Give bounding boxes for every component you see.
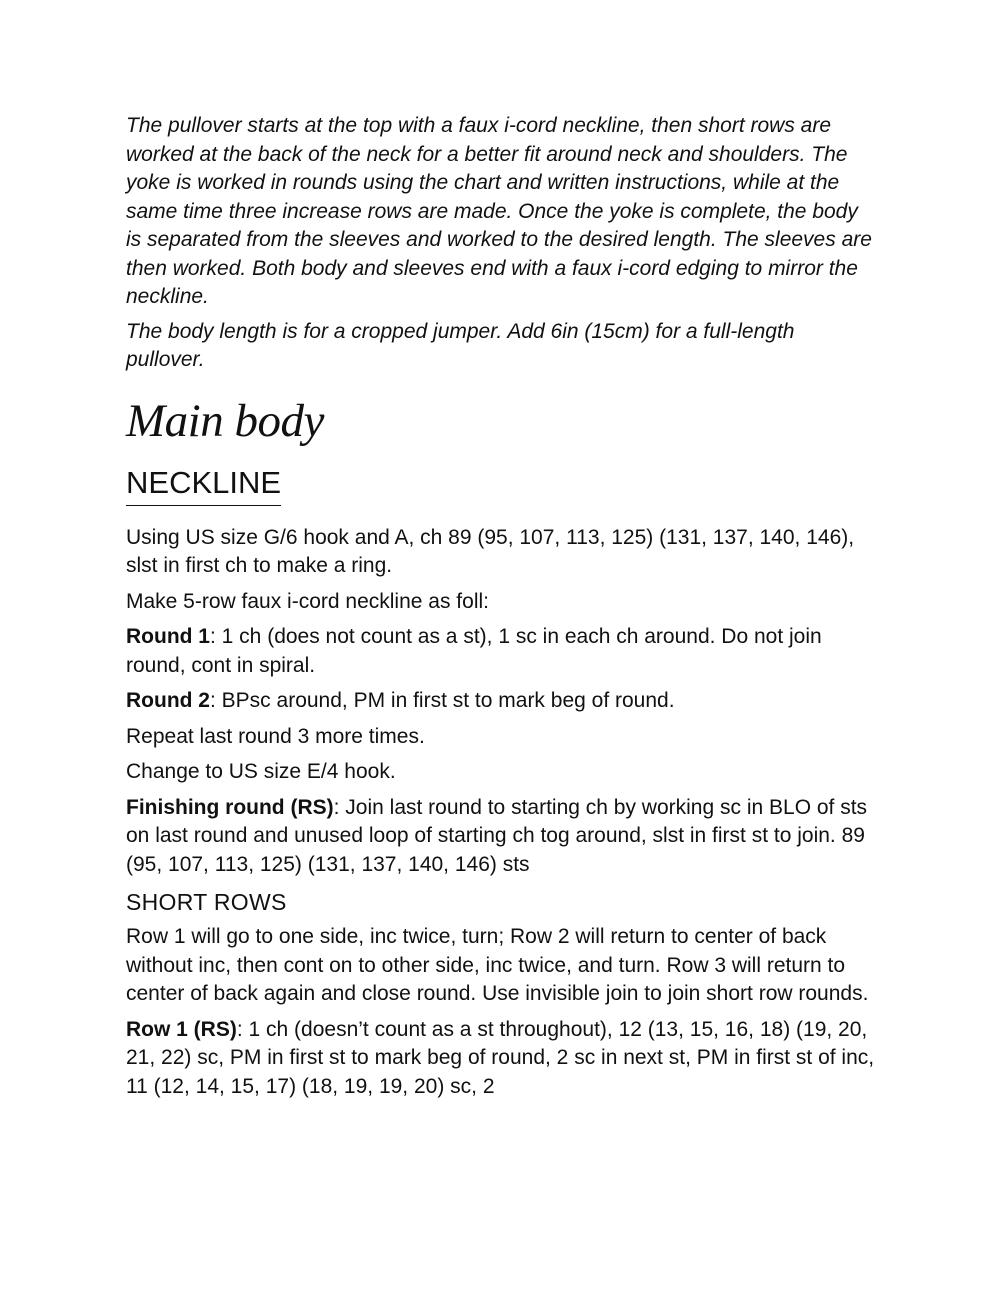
round-1-text: : 1 ch (does not count as a st), 1 sc in each ch around. Do not join round, cont in spiral.: [126, 625, 822, 677]
hook-change-instruction: Change to US size E/4 hook.: [126, 760, 396, 783]
round-2-label: Round 2: [126, 689, 210, 712]
neckline-instructions: [126, 524, 876, 880]
finishing-round-text: : Join last round to starting ch by working sc in BLO of sts on last round and unused loop of starting ch tog around, slst in first st to join. 89 (95, 107, 113, 125) (131, 137, 140, 146) sts: [126, 795, 868, 876]
neckline-heading: NECKLINE: [126, 465, 281, 506]
round-1-label: Round 1: [126, 625, 210, 648]
row-1-label: Row 1 (RS): [126, 1017, 237, 1041]
neckline-setup: Using US size G/6 hook and A, ch 89 (95, 107, 113, 125) (131, 137, 140, 146), slst in first ch to make a ring.: [126, 525, 855, 577]
finishing-round-label: Finishing round (RS): [126, 795, 334, 819]
short-rows-instructions: [126, 923, 876, 1101]
section-title: Main body: [126, 394, 324, 447]
neckline-intro: Make 5-row faux i-cord neckline as foll:: [126, 589, 489, 613]
intro-note: The body length is for a cropped jumper. Add 6in (15cm) for a full-length pullover.: [126, 319, 795, 371]
short-rows-heading: SHORT ROWS: [126, 889, 287, 915]
finishing-round-instruction: [126, 794, 876, 880]
round-2-text: : BPsc around, PM in first st to mark beg of round.: [210, 689, 675, 712]
repeat-instruction: Repeat last round 3 more times.: [126, 724, 425, 748]
round-1-instruction: [126, 623, 876, 680]
document-page: [126, 112, 876, 1108]
intro-paragraph: The pullover starts at the top with a faux i-cord neckline, then short rows are worked at the back of the neck for a better fit around neck and shoulders. The yoke is worked in rounds using the chart and written instructions, while at the same time three increase rows are made. Once the yoke is complete, the body is separated from the sleeves and worked to the desired length. The sleeves are then worked. Both body and sleeves end with a faux i-cord edging to mirror the neckline.: [126, 114, 872, 308]
row-1-instruction: [126, 1016, 876, 1102]
short-rows-intro: Row 1 will go to one side, inc twice, turn; Row 2 will return to center of back without inc, then cont on to other side, inc twice, and turn. Row 3 will return to center of back again and close round. Use invisible join to join short row rounds.: [126, 925, 869, 1005]
intro-section: [126, 112, 876, 375]
row-1-text: : 1 ch (doesn’t count as a st throughout), 12 (13, 15, 16, 18) (19, 20, 21, 22) sc, PM in first st to mark beg of round, 2 sc in next st, PM in first st of inc, 11 (12, 14, 15, 17) (18, 19, 19, 20) sc, 2: [126, 1017, 875, 1098]
round-2-instruction: [126, 687, 876, 716]
